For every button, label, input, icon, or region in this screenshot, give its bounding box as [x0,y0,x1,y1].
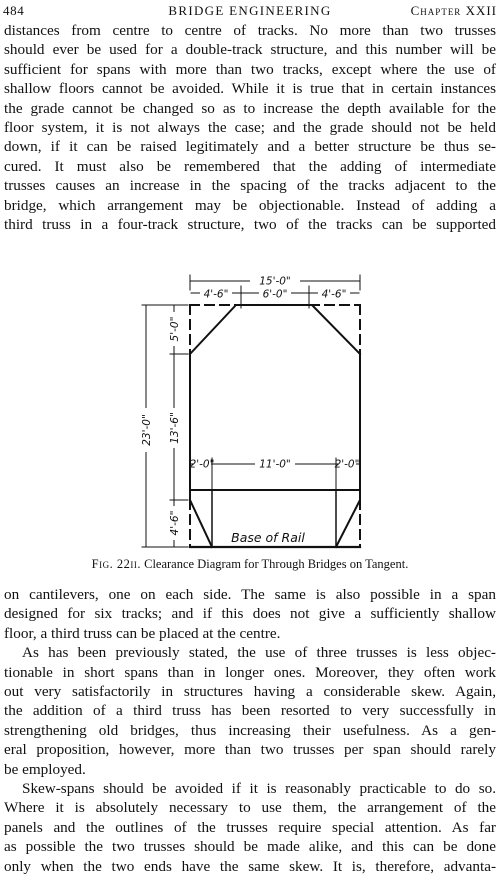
running-title: BRIDGE ENGINEERING [168,3,332,18]
text-line: on cantilevers, one on each side. The same is also possible in a span [4,586,496,603]
left-upper-segment-label: 5'-0" [169,316,181,342]
text-line: Where it is absolutely necessary to use them, the arrangement of the [4,799,496,817]
text-line: sufficient for spans with more than two tracks, except where the use of [4,60,496,78]
text-line: panels and the outlines of the trusses require special attention. As far [4,818,496,836]
text-line: floor, a third truss can be placed at the centre. [4,624,281,642]
figure-number: Fig. 22ii. [91,557,141,571]
top-right-segment-label: 4'-6" [321,288,347,301]
overall-height-label: 23'-0" [141,414,153,446]
paragraph-before-figure [4,21,496,234]
text-line: out very satisfactorily in structures having a considerable skew. Again, [4,683,496,701]
chapter-label: Chapter XXII [410,3,497,18]
text-line: distances from centre to centre of tracks. No more than two trusses [4,22,496,39]
base-of-rail-label: Base of Rail [231,530,305,545]
text-line: Skew-spans should be avoided if it is reasonably practicable to do so. [22,780,496,798]
text-line: the addition of a third truss has been resorted to very successfully in [4,702,496,720]
text-line: the grade cannot be changed so as to increase the depth available for the [4,99,496,117]
left-middle-segment-label: 13'-6" [169,412,181,444]
text-after-figure [4,585,496,876]
text-line: be employed. [4,760,86,778]
paragraph [4,643,496,779]
running-header [3,2,497,20]
text-line: third truss in a four-track structure, two of the tracks can be supported [4,216,496,234]
text-line: strengthening old bridges, thus increasing their usefulness. As a gen- [4,721,496,739]
top-left-segment-label: 4'-6" [203,288,229,301]
top-middle-segment-label: 6'-0" [262,288,288,301]
text-line: cured. It must also be remembered that the adding of intermediate [4,157,496,175]
figure-caption-text: Clearance Diagram for Through Bridges on Tangent. [144,557,409,571]
text-line: trusses causes an increase in the spacing of the tracks adjacent to the [4,177,496,195]
right-bottom-outline [336,490,360,547]
paragraph [4,585,496,643]
paragraph [4,779,496,876]
bottom-left-segment-label: 2'-0" [189,458,215,471]
text-line: shallow floors cannot be avoided. While it is true that in certain instances [4,80,496,98]
bottom-middle-segment-label: 11'-0" [259,458,291,471]
text-line: bridge, which arrangement may be objectionable. Instead of adding a [4,196,496,214]
left-bottom-outline [190,490,212,547]
clearance-diagram [0,268,500,558]
text-line: as possible the two trusses should be made alike, and this can be done [4,838,496,856]
text-line: floor system, it is not always the case; and the grade should not be held [4,119,496,137]
text-line: As has been previously stated, the use of three trusses is less objec- [22,644,496,662]
clearance-top-outline [190,305,360,354]
overall-width-label: 15'-0" [259,275,291,288]
text-line: down, if it can be raised legitimately and a better structure be thus se- [4,138,496,156]
text-line: only when the two ends have the same skew. It is, therefore, advanta- [4,857,496,875]
bottom-right-segment-label: 2'-0" [334,458,360,471]
figure-caption [0,556,500,572]
text-line: tionable in short spans than in longer ones. Moreover, they often work [4,663,496,681]
left-lower-segment-label: 4'-6" [169,510,181,536]
page-number: 484 [3,3,25,18]
text-line: should ever be used for a double-track structure, and this number will be [4,41,496,59]
text-line: eral proposition, however, more than two trusses per span should rarely [4,741,496,759]
text-line: designed for six tracks; and if this does not give a sufficiently shallow [4,605,496,623]
